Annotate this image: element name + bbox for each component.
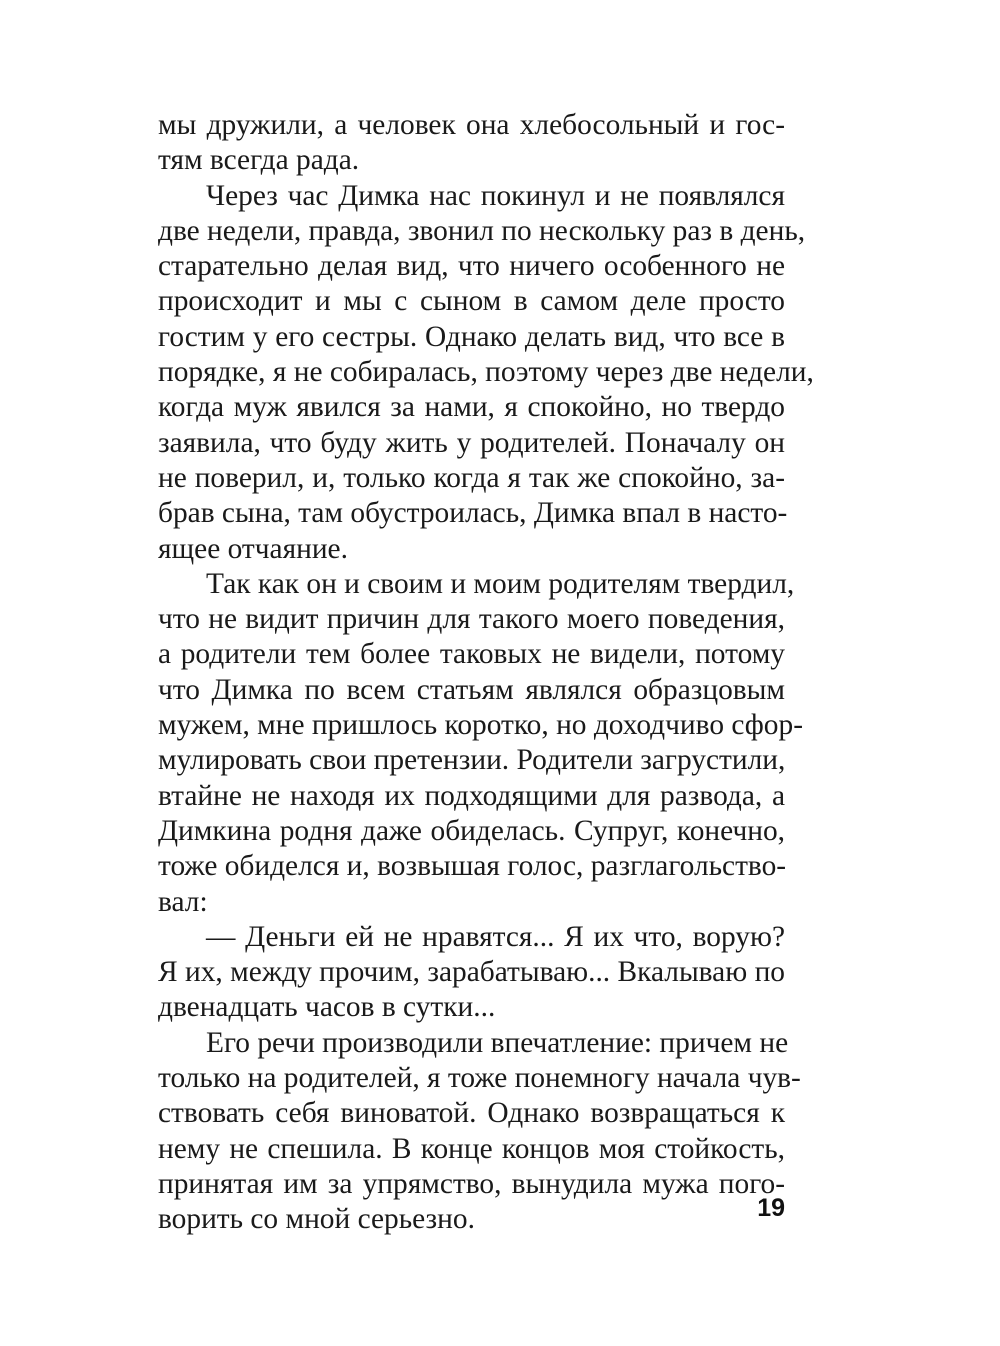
text-line: Димкина родня даже обиделась. Супруг, конечно, (158, 814, 785, 847)
text-line: мы дружили, а человек она хлебосольный и гос- (158, 109, 785, 141)
text-line: ворить со мной серьезно. (158, 1203, 475, 1236)
text-line: заявила, что буду жить у родителей. Поначалу он (158, 426, 785, 459)
text-line: что Димка по всем статьям являлся образцовым (158, 673, 785, 706)
paragraph (158, 920, 785, 1026)
text-line: ящее отчаяние. (158, 532, 348, 565)
text-line: Я их, между прочим, зарабатываю... Вкалываю по (158, 956, 785, 989)
text-line: две недели, правда, звонил по нескольку раз в день, (158, 214, 806, 247)
body-text (158, 108, 814, 1238)
text-line: двенадцать часов в сутки... (158, 991, 496, 1024)
text-line: когда муж явился за нами, я спокойно, но твердо (158, 391, 785, 424)
text-line: Через час Димка нас покинул и не появлялся (206, 179, 785, 212)
text-line: мужем, мне пришлось коротко, но доходчиво сфор- (158, 709, 803, 742)
text-line: Так как он и своим и моим родителям твердил, (206, 567, 795, 600)
text-line: только на родителей, я тоже понемногу начала чув- (158, 1062, 801, 1095)
text-line: порядке, я не собиралась, поэтому через две недели, (158, 356, 814, 389)
text-line: тям всегда рада. (158, 144, 360, 177)
text-line: нему не спешила. В конце концов моя стойкость, (158, 1132, 785, 1165)
text-line: гостим у его сестры. Однако делать вид, что все в (158, 320, 785, 353)
paragraph (158, 179, 814, 567)
text-line: не поверил, и, только когда я так же спокойно, за- (158, 461, 785, 494)
text-line: брав сына, там обустроилась, Димка впал в насто- (158, 497, 788, 530)
text-line: происходит и мы с сыном в самом деле просто (158, 285, 785, 318)
text-line: ствовать себя виноватой. Однако возвращаться к (158, 1097, 785, 1130)
text-line: вал: (158, 885, 208, 918)
page-number: 19 (757, 1194, 785, 1222)
text-line: Его речи производили впечатление: причем не (206, 1026, 789, 1059)
text-line: старательно делая вид, что ничего особенного не (158, 250, 785, 283)
text-line: мулировать свои претензии. Родители загрустили, (158, 744, 786, 777)
book-page (158, 108, 814, 1236)
text-line: а родители тем более таковых не видели, потому (158, 638, 785, 671)
paragraph (158, 567, 803, 920)
text-line: — Деньги ей не нравятся... Я их что, ворую? (206, 920, 785, 953)
text-line: втайне не находя их подходящими для развода, а (158, 779, 785, 812)
paragraph (158, 108, 785, 179)
text-line: что не видит причин для такого моего поведения, (158, 603, 785, 636)
text-line: тоже обиделся и, возвышая голос, разглагольство- (158, 850, 787, 883)
text-line: принятая им за упрямство, вынудила мужа пого- (158, 1167, 785, 1200)
